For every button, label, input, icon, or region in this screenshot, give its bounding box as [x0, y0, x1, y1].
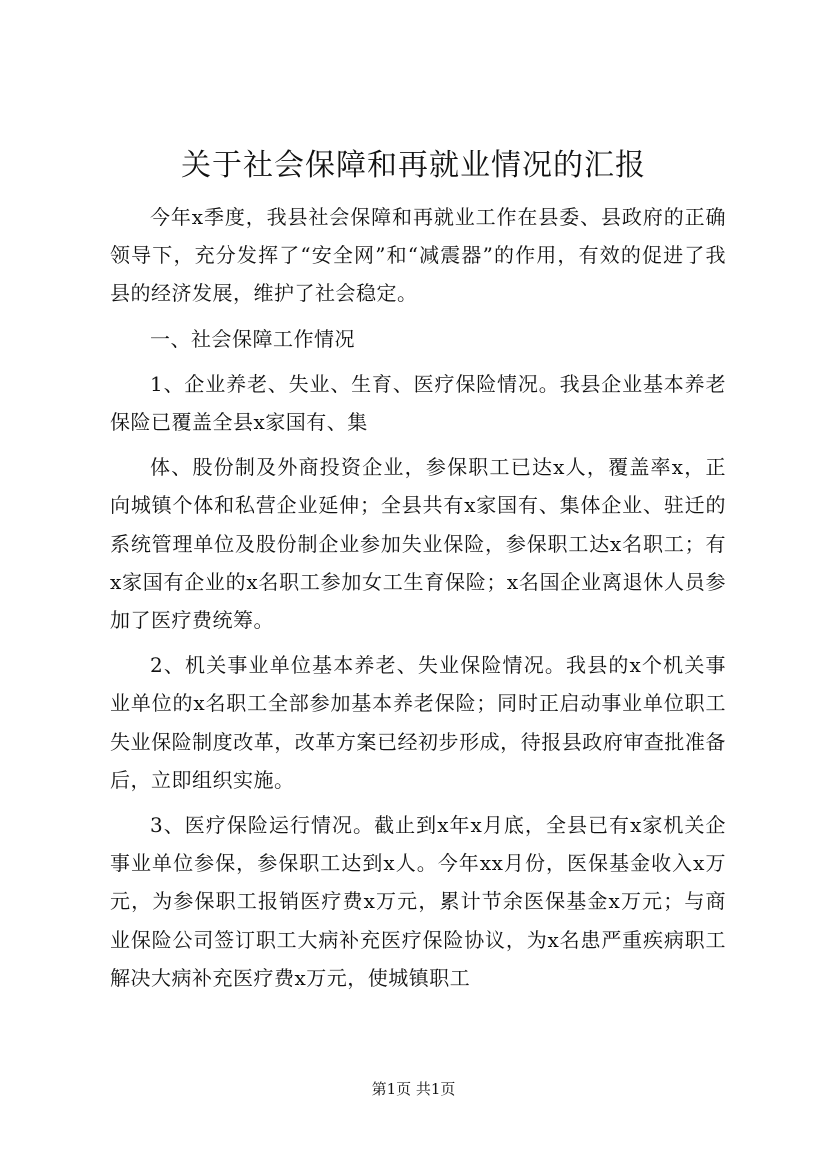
document-title: 关于社会保障和再就业情况的汇报 — [181, 148, 646, 183]
section-heading-social-security: 一、社会保障工作情况 — [150, 326, 355, 351]
page-footer: 第1页 共1页 — [371, 1080, 456, 1098]
paragraph-institution-insurance: 2、机关事业单位基本养老、失业保险情况。我县的x个机关事业单位的x名职工全部参加基本养老保险；同时正启动事业单位职工失业保险制度改革，改革方案已经初步形成，待报县政府审查批准备后，立即组织实施。 — [110, 653, 726, 792]
paragraph-enterprise-insurance: 1、企业养老、失业、生育、医疗保险情况。我县企业基本养老保险已覆盖全县x家国有、集 — [110, 371, 726, 435]
paragraph-intro: 今年x季度，我县社会保障和再就业工作在县委、县政府的正确领导下，充分发挥了“安全网”和“减震器”的作用，有效的促进了我县的经济发展，维护了社会稳定。 — [110, 205, 726, 306]
paragraph-medical-insurance: 3、医疗保险运行情况。截止到x年x月底，全县已有x家机关企事业单位参保，参保职工达到x人。今年xx月份，医保基金收入x万元，为参保职工报销医疗费x万元，累计节余医保基金x万元；与商业保险公司签订职工大病补充医疗保险协议，为x名患严重疾病职工解决大病补充医疗费x万元，使城镇职工 — [110, 813, 726, 990]
document-body — [110, 198, 726, 997]
paragraph-enterprise-insurance-continued: 体、股份制及外商投资企业，参保职工已达x人，覆盖率x，正向城镇个体和私营企业延伸；全县共有x家国有、集体企业、驻迁的系统管理单位及股份制企业参加失业保险，参保职工达x名职工；有x家国有企业的x名职工参加女工生育保险；x名国企业离退休人员参加了医疗费统筹。 — [110, 455, 726, 633]
